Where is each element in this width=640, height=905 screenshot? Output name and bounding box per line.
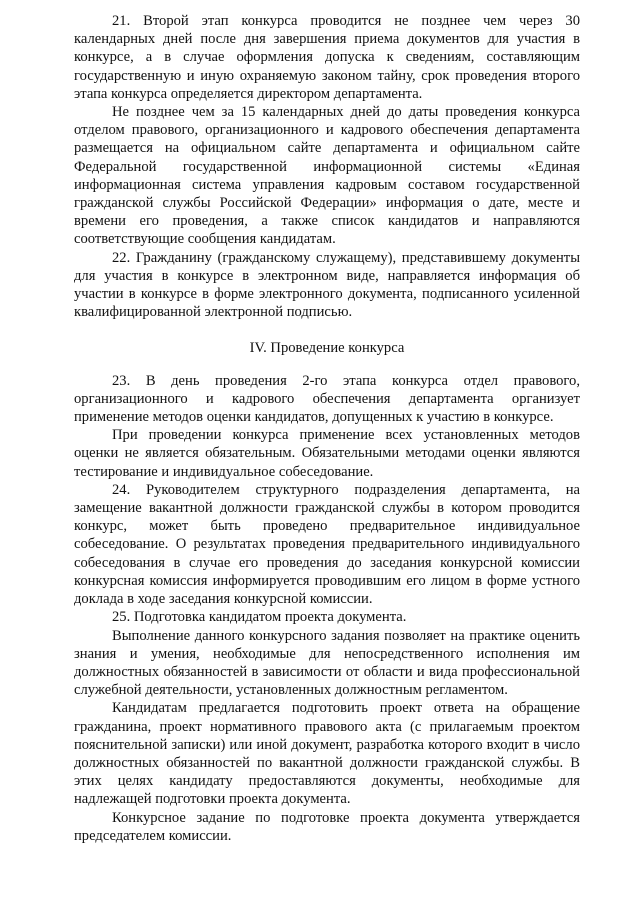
paragraph-23: 23. В день проведения 2-го этапа конкурса отдел правового, организационного и кадрового обеспечения департамента организует применение методов оценки кандидатов, допущенных к участию в конкурсе.: [74, 372, 580, 426]
paragraph-24: 24. Руководителем структурного подразделения департамента, на замещение вакантной должности гражданской службы в котором проводится конкурс, может быть проведено предварительное индивидуальное собеседование. О результатах проведения предварительного индивидуального собеседования в случае его проведения до заседания конкурсной комиссии конкурсная комиссия информируется проводившим его лицом в форме устного доклада в ходе заседания конкурсной комиссии.: [74, 481, 580, 608]
paragraph-task-description: Кандидатам предлагается подготовить проект ответа на обращение гражданина, проект нормативного правового акта (с прилагаемым проектом пояснительной записки) или иной документ, разработка которого входит в число должностных обязанностей по вакантной должности гражданской службы. В этих целях кандидату предоставляются документы, необходимые для надлежащей подготовки проекта документа.: [74, 700, 580, 808]
paragraph-25: 25. Подготовка кандидатом проекта документа.: [112, 609, 407, 626]
document-page: [74, 12, 580, 845]
paragraph-task-approval: Конкурсное задание по подготовке проекта документа утверждается председателем комиссии.: [74, 809, 580, 844]
section-heading: IV. Проведение конкурса: [249, 340, 405, 357]
paragraph-22: 22. Гражданину (гражданскому служащему), представившему документы для участия в конкурсе в электронном виде, направляется информация об участии в конкурсе в форме электронного документа, подписанного усиленной квалифицированной электронной подписью.: [74, 249, 580, 321]
paragraph-task-purpose: Выполнение данного конкурсного задания позволяет на практике оценить знания и умения, необходимые для непосредственного исполнения им должностных обязанностей в зависимости от области и вида профессиональной служебной деятельности, установленных должностным регламентом.: [74, 627, 580, 699]
paragraph-assessment-methods: При проведении конкурса применение всех установленных методов оценки не является обязательным. Обязательными методами оценки являются тестирование и индивидуальное собеседование.: [74, 427, 580, 480]
paragraph-publication: Не позднее чем за 15 календарных дней до даты проведения конкурса отделом правового, организационного и кадрового обеспечения департамента размещается на официальном сайте департамента и официальном сайте Федеральной государственной информационной системы «Единая информационная система управления кадровым составом государственной гражданской службы Российской Федерации» информация о дате, месте и времени его проведения, а также список кандидатов и направляются соответствующие сообщения кандидатам.: [74, 104, 580, 248]
paragraph-21: 21. Второй этап конкурса проводится не позднее чем через 30 календарных дней после дня завершения приема документов для участия в конкурсе, а в случае оформления допуска к сведениям, составляющим государственную и иную охраняемую законом тайну, срок проведения второго этапа конкурса определяется директором департамента.: [74, 13, 580, 102]
